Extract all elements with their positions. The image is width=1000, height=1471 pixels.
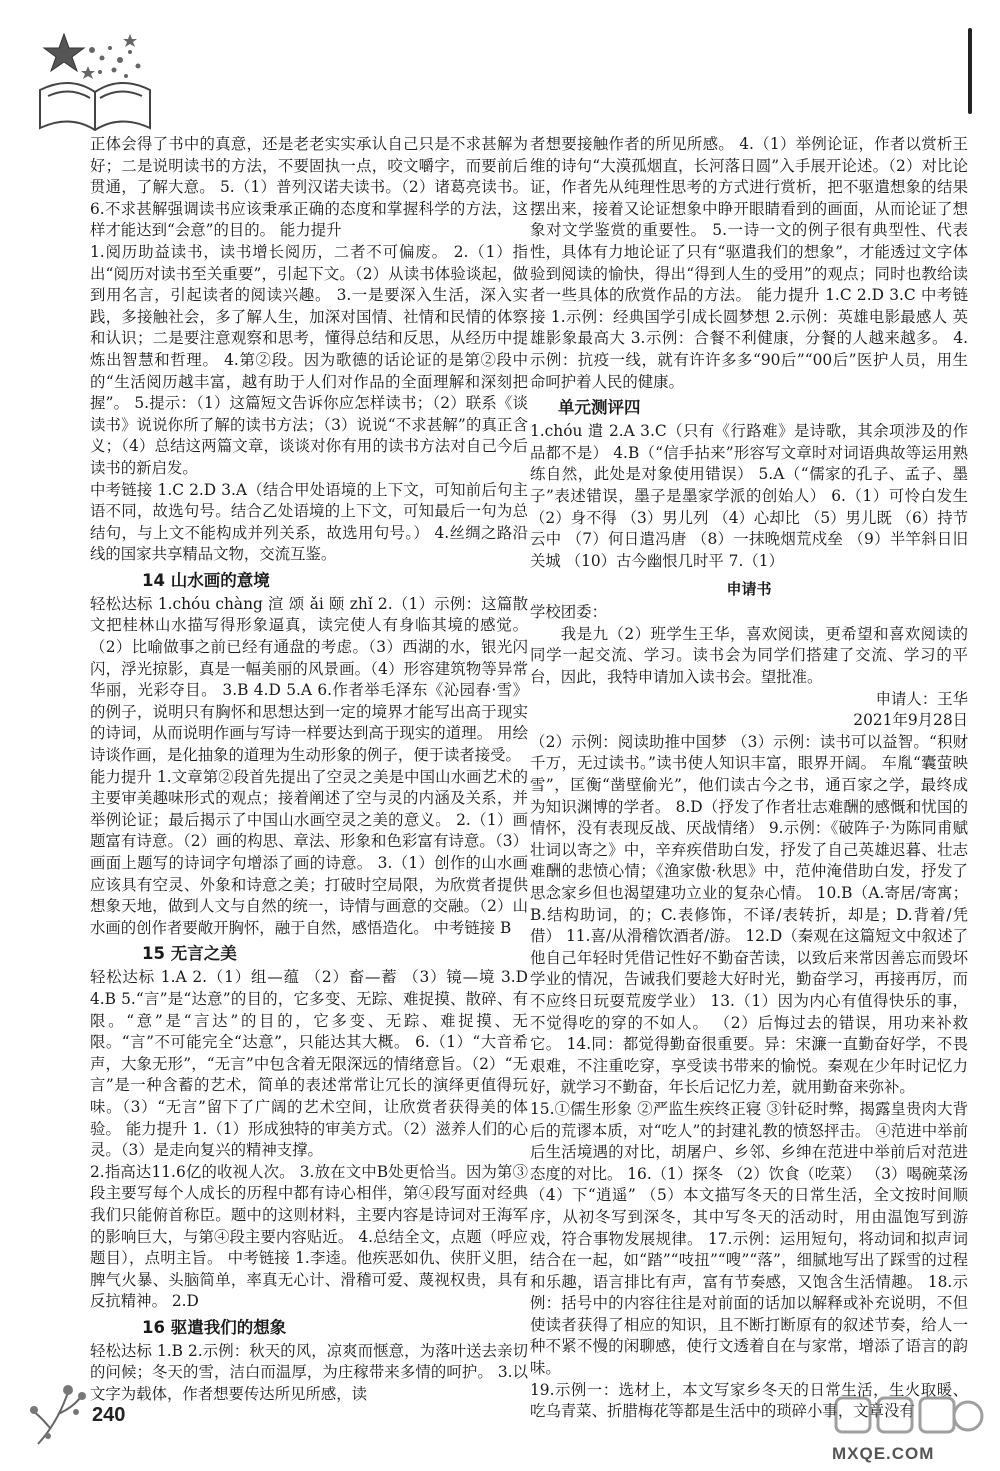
answer-paragraph: 1.阅历助益读书，读书增长阅历，二者不可偏废。 2.（1）指出“阅历对读书至关重要”，引起下文。（2）从读书体验谈起，做到用名言，引起读者的阅读兴趣。 3.一是要深入生活，深入实践，多接触社会，多了解人生，加深对国情、社情和民情的体察和认识；二是要注意观察和思考，懂得总结和反思，从经历中提炼出智慧和哲理。 4.第②段。因为歌德的话论证的是第②段中的“生活阅历越丰富，越有助于人们对作品的全面理解和深刻把握”。 5.提示：（1）这篇短文告诉你应怎样读书；（2）联系《谈读书》说说你所了解的读书方法；（3）说说“不求甚解”的真正含义；（4）总结这两篇文章，谈谈对你有用的读书方法对自己今后读书的新启发。 — [90, 242, 528, 477]
section-heading: 申请书 — [726, 580, 772, 599]
section-heading: 15 无言之美 — [142, 944, 237, 964]
answer-paragraph: 2021年9月28日 — [853, 711, 968, 730]
answer-paragraph: （2）示例：阅读助推中国梦 （3）示例：读书可以益智。“积财千万，无过读书。”读书使人知识丰富，眼界开阔。 车胤“囊萤映雪”，匡衡“凿壁偷光”，他们读古今之书，通百家之学，最终成为知识渊博的学者。 8.D（抒发了作者壮志难酬的感慨和忧国的情怀，没有表现反战、厌战情绪） 9.示例：《破阵子·为陈同甫赋壮词以寄之》中，辛弃疾借助白发，抒发了自己英雄迟暮、壮志难酬的悲愤心情；《渔家傲·秋思》中，范仲淹借助白发，抒发了思念家乡但也渴望建功立业的复杂心情。 10.B（A.寄居/寄寓；B.结构助词，的；C.表修饰，不译/表转折，却是；D.背着/凭借） 11.喜/从滑稽饮酒者/游。 12.D（秦观在这篇短文中叙述了他自己年轻时凭借记性好不勤奋苦读，以致后来常因善忘而毁坏学业的情况，告诫我们要趁大好时光，勤奋学习，再接再厉，而不应终日玩耍荒废学业） 13.（1）因为内心有值得快乐的事，不觉得吃的穿的不如人。 （2）后悔过去的错误，用功来补救它。 14.同：都觉得勤奋很重要。异：宋濂一直勤奋好学，不畏艰难，不注重吃穿，享受读书带来的愉悦。秦观在少年时记忆力好，就学习不勤奋，年长后记忆力差，就用勤奋来弥补。 — [530, 732, 968, 1097]
answer-paragraph: 我是九（2）班学生王华，喜欢阅读，更希望和喜欢阅读的同学一起交流、学习。读书会为同学们搭建了交流、学习的平台，因此，我特申请加入读书会。望批准。 — [530, 624, 968, 687]
page-number: 240 — [92, 1404, 126, 1426]
answer-paragraph: 2.指高达11.6亿的收视人次。 3.放在文中B处更恰当。因为第③段主要写每个人成长的历程中都有诗心相伴，第④段写面对经典我们只能俯首称臣。题中的这则材料，主要内容是诗词对王海军的影响巨大，与第④段主要内容贴近。 4.总结全文，点题（呼应题目），点明主旨。 中考链接 1.李逵。他疾恶如仇、侠肝义胆，脾气火暴、头脑简单，率真无心计、滑稽可爱、蔑视权贵，具有反抗精神。 2.D — [90, 1162, 528, 1311]
page-edge-marker — [968, 28, 972, 114]
answer-paragraph: 申请人：王华 — [875, 689, 968, 708]
answer-paragraph: 能力提升 1.文章第②段首先提出了空灵之美是中国山水画艺术的主要审美趣味形式的观点；接着阐述了空与灵的内涵及关系，并举例论证；最后揭示了中国山水画空灵之美的意义。 2.（1）画题富有诗意。（2）画的构思、章法、形象和色彩富有诗意。（3）画面上题写的诗词字句增添了画的诗意。 3.（1）创作的山水画应该具有空灵、外象和诗意之美；打破时空局限，为欣赏者提供想象天地，做到人文与自然的统一，诗情与画意的交融。（2）山水画的创作者要敞开胸怀，融于自然，感悟造化。 中考链接 B — [90, 767, 528, 937]
answer-paragraph: 者想要接触作者的所见所感。 4.（1）举例论证，作者以赏析王维的诗句“大漠孤烟直，长河落日圆”入手展开论述。（2）对比论证，作者先从纯理性思考的方式进行赏析，把不驱遣想象的结果摆出来，接着又论证想象中睁开眼睛看到的画面，从而论证了想象对文学鉴赏的重要性。 5.一诗一文的例子很有典型性、代表性，具体有力地论证了只有“驱遣我们的想象”，才能透过文字体验到阅读的愉快，得出“得到人生的受用”的观点；同时也教给读者一些具体的欣赏作品的方法。 能力提升 1.C 2.D 3.C 中考链接 1.示例：经典国学引成长圆梦想 2.示例：英雄电影最感人 英雄影象最高大 3.示例：合餐不利健康，分餐的人越来越多。 4.示例：抗疫一线，就有许许多多“90后”“00后”医护人员，用生命呵护着人民的健康。 — [530, 135, 968, 391]
answer-paragraph: 中考链接 1.C 2.D 3.A（结合甲处语境的上下文，可知前后句主语不同，故选句号。结合乙处语境的上下文，可知最后一句为总结句，与上文不能构成并列关系，故选用句号。） 4.丝绸之路沿线的国家共享精品文物，交流互鉴。 — [90, 480, 528, 564]
left-column — [90, 134, 528, 1404]
flower-sprig-icon — [28, 1372, 98, 1452]
answer-paragraph: 轻松达标 1.B 2.示例：秋天的风，凉爽而惬意，为落叶送去亲切的问候；冬天的雪，洁白而温厚，为庄稼带来多情的呵护。 3.以文字为载体，作者想要传达所见所感，读 — [90, 1341, 528, 1404]
right-column — [530, 134, 968, 1421]
watermark-text: MXQE.COM — [832, 1444, 935, 1463]
answer-paragraph: 19.示例一：选材上，本文写家乡冬天的日常生活，生火取暖、吃乌青菜、折腊梅花等都是生活中的琐碎小事，文章没有 — [530, 1380, 968, 1421]
answer-paragraph: 1.chóu 遣 2.A 3.C（只有《行路难》是诗歌，其余项涉及的作品都不是） 4.B（“信手拈来”形容写文章时对词语典故等运用熟练自然，此处是对象使用错误） 5.A（“儒家的孔子、孟子、墨子”表述错误，墨子是墨家学派的创始人） 6.（1）可怜白发生 （2）身不得 （3）男儿列 （4）心却比 （5）男儿既 （6）持节云中 （7）何日遣冯唐 （8）一抹晚烟荒戍垒 （9）半竿斜日旧关城 （10）古今幽恨几时平 7.（1） — [530, 422, 968, 570]
answer-paragraph: 正体会得了书中的真意，还是老老实实承认自己只是不求甚解为好；二是说明读书的方法，不要固执一点，咬文嚼字，而要前后贯通，了解大意。 5.（1）普列汉诺夫读书。（2）诸葛亮读书。 6.不求甚解强调读书应该秉承正确的态度和掌握科学的方法，这样才能达到“会意”的目的。 能力提升 — [90, 135, 528, 240]
answer-paragraph: 15.①儒生形象 ②严监生疾终正寝 ③针砭时弊，揭露皇贵肉大背后的荒谬本质，对“吃人”的封建礼教的愤怒抨击。 ④范进中举前后生活境遇的对比，胡屠户、乡邻、乡绅在范进中举前后对范进态度的对比。 16.（1）探冬 （2）饮食（吃菜） （3）喝碗菜汤 （4）下“逍遥” （5）本文描写冬天的日常生活，全文按时间顺序，从初冬写到深冬，其中写冬天的活动时，用由温饱写到游戏，符合事物发展规律。 17.示例：运用短句，将动词和拟声词结合在一起，如“踏”“吱扭”“嗖”“落”，细腻地写出了踩雪的过程和乐趣，语言排比有声，富有节奏感，又饱含生活情趣。 18.示例：括号中的内容往往是对前面的话加以解释或补充说明，不但使读者获得了相应的知识，且不断打断原有的叙述节奏，给人一种不紧不慢的闲聊感，使行文透着自在与家常，增添了语言的韵味。 — [530, 1099, 968, 1378]
answer-paragraph: 学校团委： — [530, 603, 607, 622]
section-heading: 16 驱遣我们的想象 — [142, 1317, 287, 1337]
star-book-icon — [30, 20, 160, 140]
section-heading: 14 山水画的意境 — [142, 570, 270, 590]
answer-paragraph: 轻松达标 1.A 2.（1）组—蕴 （2）畜—蓄 （3）镜—境 3.D 4.B 5.“言”是“达意”的目的，它多变、无踪、难捉摸、散碎、有限。“意”是“言达”的目的，它多变、无踪、难捉摸、无限。“言”不可能完全“达意”，只能达其大概。 6.（1）“大音希声，大象无形”，“无言”中包含着无限深远的情绪意旨。（2）“无言”是一种含蓄的艺术，简单的表述常常让冗长的演绎更值得玩味。（3）“无言”留下了广阔的艺术空间，让欣赏者获得美的体验。 能力提升 1.（1）形成独特的审美方式。（2）滋养人们的心灵。（3）是走向复兴的精神支撑。 — [90, 968, 528, 1160]
answer-paragraph: 轻松达标 1.chóu chàng 渲 颂 ǎi 颐 zhǐ 2.（1）示例：这篇散文把桂林山水描写得形象逼真，读完使人有身临其境的感觉。（2）比喻做事之前已经有通盘的考虑。（3）西湖的水，银光闪闪，浮光掠影，真是一幅美丽的风景画。（4）形容建筑物等异常华丽，光彩夺目。 3.B 4.D 5.A 6.作者举毛泽东《沁园春·雪》的例子，说明只有胸怀和思想达到一定的境界才能写出高于现实的诗词，从而说明作画与写诗一样要达到高于现实的道理。 用绘诗谈作画，是化抽象的道理为生动形象的例子，便于读者接受。 — [90, 594, 528, 765]
section-heading: 单元测评四 — [558, 398, 641, 418]
